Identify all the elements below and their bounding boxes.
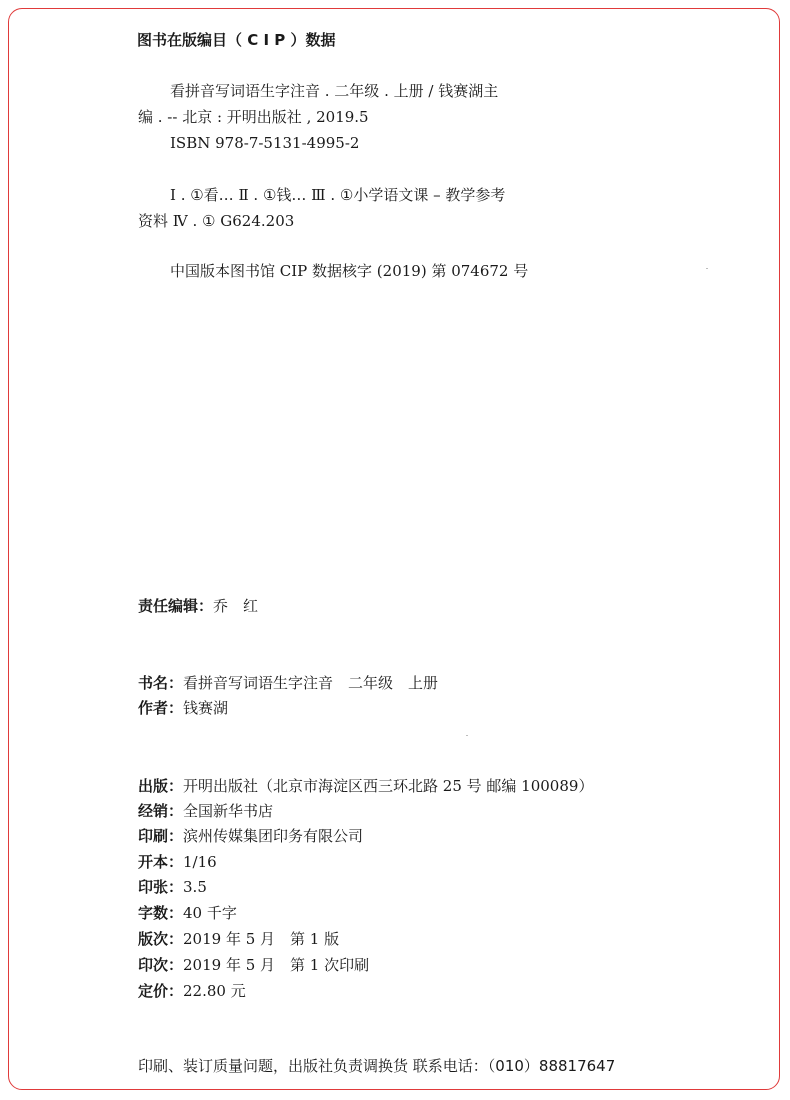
impression-value: 2019 年 5 月 第 1 次印刷	[183, 956, 370, 974]
distributor-label: 经销：	[138, 802, 184, 820]
scan-speck	[466, 735, 468, 736]
cip-record-line-1: 看拼音写词语生字注音 . 二年级 . 上册 / 钱赛湖主	[170, 82, 499, 100]
book-author	[138, 698, 228, 718]
publisher-value: 开明出版社（北京市海淀区西三环北路 25 号 邮编 100089）	[183, 777, 594, 795]
price-value: 22.80 元	[183, 982, 246, 1000]
format-value: 1/16	[183, 853, 217, 871]
cip-classification-line-1: Ⅰ . ①看… Ⅱ . ①钱… Ⅲ . ①小学语文课 – 教学参考	[170, 186, 506, 204]
page-border	[8, 8, 780, 1090]
distributor-value: 全国新华书店	[183, 802, 274, 820]
responsible-editor-value: 乔 红	[213, 597, 259, 615]
publication-row-format	[138, 852, 217, 872]
responsible-editor-label: 责任编辑：	[138, 597, 214, 615]
scan-speck	[706, 268, 708, 269]
impression-label: 印次：	[138, 956, 184, 974]
printer-value: 滨州传媒集团印务有限公司	[183, 827, 364, 845]
publication-row-impression	[138, 955, 369, 975]
book-author-label: 作者：	[138, 699, 184, 717]
cip-heading: 图书在版编目（ C I P ）数据	[137, 31, 336, 49]
cip-number: 中国版本图书馆 CIP 数据核字 (2019) 第 074672 号	[170, 262, 529, 280]
publisher-label: 出版：	[138, 777, 184, 795]
responsible-editor	[138, 596, 258, 616]
cip-classification-line-2: 资料 Ⅳ . ① G624.203	[138, 212, 295, 230]
publication-row-edition	[138, 929, 339, 949]
book-title	[138, 673, 438, 693]
publication-row-word-count	[138, 903, 237, 923]
format-label: 开本：	[138, 853, 184, 871]
cip-record-line-2: 编 . -- 北京 : 开明出版社 , 2019.5	[138, 108, 369, 126]
book-author-value: 钱赛湖	[183, 699, 229, 717]
cip-isbn: ISBN 978-7-5131-4995-2	[170, 134, 360, 152]
sheets-label: 印张：	[138, 878, 184, 896]
quality-notice: 印刷、装订质量问题，出版社负责调换货 联系电话：（010）88817647	[138, 1057, 616, 1075]
publication-row-publisher	[138, 776, 593, 796]
word-count-label: 字数：	[138, 904, 184, 922]
publication-row-sheets	[138, 877, 207, 897]
sheets-value: 3.5	[183, 878, 207, 896]
publication-row-distributor	[138, 801, 273, 821]
book-title-value: 看拼音写词语生字注音 二年级 上册	[183, 674, 439, 692]
price-label: 定价：	[138, 982, 184, 1000]
edition-value: 2019 年 5 月 第 1 版	[183, 930, 340, 948]
printer-label: 印刷：	[138, 827, 184, 845]
edition-label: 版次：	[138, 930, 184, 948]
book-title-label: 书名：	[138, 674, 184, 692]
publication-row-price	[138, 981, 246, 1001]
publication-row-printer	[138, 826, 363, 846]
word-count-value: 40 千字	[183, 904, 237, 922]
